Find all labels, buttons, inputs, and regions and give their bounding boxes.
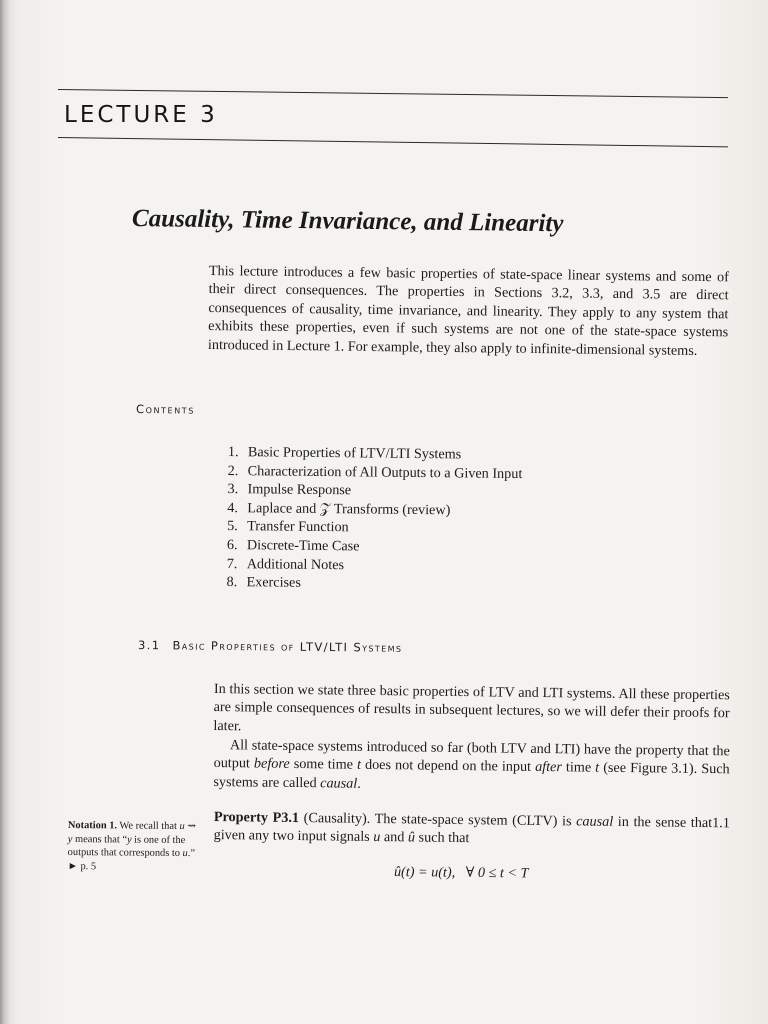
text-run: does not depend on the input [360, 757, 536, 776]
text-run: (Causality). The state-space system (CLTV) is [298, 810, 577, 830]
toc-number: 4. [227, 499, 239, 516]
math-u: u [373, 829, 381, 846]
math-uhat: û [407, 829, 416, 846]
text-run: We recall that [116, 820, 180, 832]
math-relation: u ⇝ y [67, 820, 197, 845]
header-rule-bottom [58, 137, 728, 147]
text-run: All state-space systems introduced so far (both LTV and LTI) have the property that the output [213, 737, 730, 772]
toc-label: Discrete-Time Case [246, 537, 360, 555]
margin-note-reference[interactable]: ► p. 5 [67, 860, 97, 873]
toc-label: Exercises [246, 574, 301, 591]
property-statement [214, 808, 730, 851]
text-run: time [561, 759, 596, 777]
section-title: Basic Properties of LTV/LTI Systems [172, 638, 403, 655]
text-run: is one of the outputs that corresponds to [67, 834, 186, 860]
toc-number: 8. [226, 574, 238, 591]
text-run: some time [289, 756, 358, 774]
toc-label: Basic Properties of LTV/LTI Systems [247, 444, 462, 463]
toc-label: Impulse Response [247, 481, 352, 499]
text-run: (see Figure 3.1). Such systems are called [213, 760, 730, 792]
lecture-label: LECTURE 3 [64, 102, 218, 128]
emphasis-causal: causal [320, 775, 358, 792]
section-number: 3.1 [137, 638, 161, 653]
text-run: means that “ [72, 833, 128, 846]
contents-heading: Contents [135, 402, 196, 417]
toc-label: Characterization of All Outputs to a Given Input [247, 462, 523, 482]
toc-number: 1. [227, 443, 239, 461]
math-t: t [356, 757, 362, 774]
toc-number: 6. [226, 536, 238, 554]
section-paragraph-1: In this section we state three basic properties of LTV and LTI systems. All these properties are simple consequences of results in subsequent lectures, so we will defer their proofs for later. [213, 680, 730, 735]
chapter-title: Causality, Time Invariance, and Linearity [131, 205, 564, 238]
toc-label: Additional Notes [246, 555, 345, 573]
equation: û(t) = u(t), ∀ 0 ≤ t < T [393, 864, 529, 882]
math-t: t [595, 760, 600, 777]
section-paragraph-2 [213, 736, 730, 798]
section-heading [138, 638, 403, 655]
text-run: and [380, 829, 409, 846]
chapter-intro: This lecture introduces a few basic properties of state-space linear systems and some of their direct consequences. The properties in Sections 3.2, 3.3, and 3.5 are direct consequences of causality, time invariance, and linearity. They apply to any system that exhibits these properties, even if such systems are not one of the state-space systems introduced in Lecture 1. For example, they also apply to infinite-dimensional systems. [207, 262, 729, 359]
emphasis-causal: causal [576, 813, 614, 830]
text-run: . [357, 775, 361, 792]
math-y: y [126, 834, 132, 846]
table-of-contents [226, 443, 628, 596]
toc-label: Transfer Function [247, 518, 349, 536]
text-run: .” [187, 848, 196, 860]
margin-note-label: Notation 1. [67, 819, 118, 832]
toc-number: 2. [227, 462, 239, 479]
toc-number: 7. [226, 555, 238, 572]
toc-label: Laplace and 𝒵 Transforms (review) [247, 499, 451, 519]
emphasis-before: before [253, 755, 290, 773]
page-edge-shadow [0, 0, 10, 1024]
toc-number: 5. [227, 518, 238, 535]
text-run: such that [414, 829, 470, 847]
margin-note [68, 819, 198, 875]
text-run: in the sense that1.1 given any two input signals [213, 813, 730, 846]
emphasis-after: after [535, 759, 563, 776]
toc-number: 3. [227, 481, 239, 498]
header-rule-top [58, 89, 728, 98]
property-label: Property P3.1 [213, 808, 300, 827]
math-u: u [182, 848, 188, 860]
toc-item [226, 573, 626, 596]
